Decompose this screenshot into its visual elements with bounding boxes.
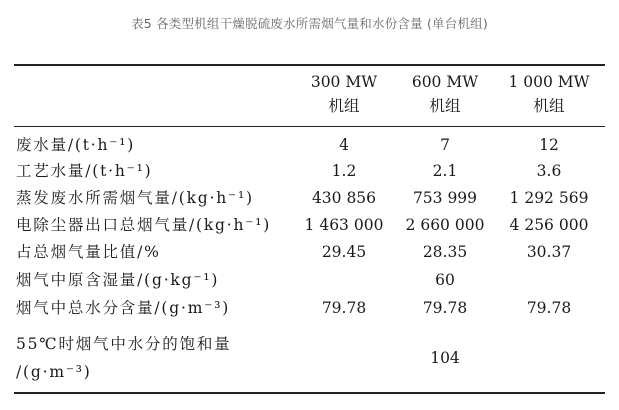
table-row <box>0 131 619 159</box>
table-row <box>0 184 619 212</box>
table-row <box>0 211 619 239</box>
cell-1000mw: 1 292 569 <box>509 189 589 207</box>
table-row <box>0 330 619 388</box>
row-label: 蒸发废水所需烟气量/(kg·h⁻¹) <box>16 189 254 207</box>
column-header-line1: 1 000 MW <box>508 73 590 91</box>
column-header-line2: 机组 <box>533 97 565 115</box>
table-row <box>0 157 619 185</box>
row-label: 电除尘器出口总烟气量/(kg·h⁻¹) <box>16 216 272 234</box>
cell-300mw: 29.45 <box>321 243 367 261</box>
row-label: 烟气中原含湿量/(g·kg⁻¹) <box>16 271 220 289</box>
row-label: 烟气中总水分含量/(g·m⁻³) <box>16 299 231 317</box>
cell-300mw: 79.78 <box>321 299 367 317</box>
row-label-line2: /(g·m⁻³) <box>16 363 92 381</box>
cell-1000mw: 30.37 <box>526 243 572 261</box>
cell-300mw: 1 463 000 <box>304 216 384 234</box>
table-top-rule <box>14 64 605 66</box>
table-header-rule <box>14 126 605 127</box>
cell-600mw: 2 660 000 <box>405 216 485 234</box>
cell-merged: 104 <box>430 349 460 367</box>
table-row <box>0 238 619 266</box>
column-header-line1: 600 MW <box>411 73 479 91</box>
column-header-300mw <box>294 70 394 118</box>
cell-600mw: 2.1 <box>432 162 458 180</box>
cell-600mw: 28.35 <box>422 243 468 261</box>
cell-1000mw: 4 256 000 <box>509 216 589 234</box>
column-header-600mw <box>395 70 495 118</box>
table-row <box>0 266 619 294</box>
row-label-line1: 55℃时烟气中水分的饱和量 <box>16 335 232 353</box>
cell-300mw: 1.2 <box>331 162 357 180</box>
column-header-1000mw <box>499 70 599 118</box>
cell-600mw: 79.78 <box>422 299 468 317</box>
row-label: 工艺水量/(t·h⁻¹) <box>16 162 153 180</box>
column-header-line1: 300 MW <box>310 73 378 91</box>
cell-600mw: 753 999 <box>412 189 478 207</box>
column-header-line2: 机组 <box>328 97 360 115</box>
cell-1000mw: 3.6 <box>536 162 562 180</box>
row-label: 废水量/(t·h⁻¹) <box>16 136 136 154</box>
cell-300mw: 4 <box>339 136 349 154</box>
table-caption: 表5 各类型机组干燥脱硫废水所需烟气量和水份含量 (单台机组) <box>131 16 488 31</box>
cell-1000mw: 12 <box>539 136 559 154</box>
table-bottom-rule <box>14 392 605 394</box>
cell-1000mw: 79.78 <box>526 299 572 317</box>
column-header-line2: 机组 <box>429 97 461 115</box>
cell-600mw: 7 <box>440 136 450 154</box>
table-row <box>0 294 619 322</box>
cell-300mw: 430 856 <box>311 189 377 207</box>
row-label <box>16 330 231 386</box>
row-label: 占总烟气量比值/% <box>16 243 161 261</box>
cell-merged: 60 <box>435 271 455 289</box>
